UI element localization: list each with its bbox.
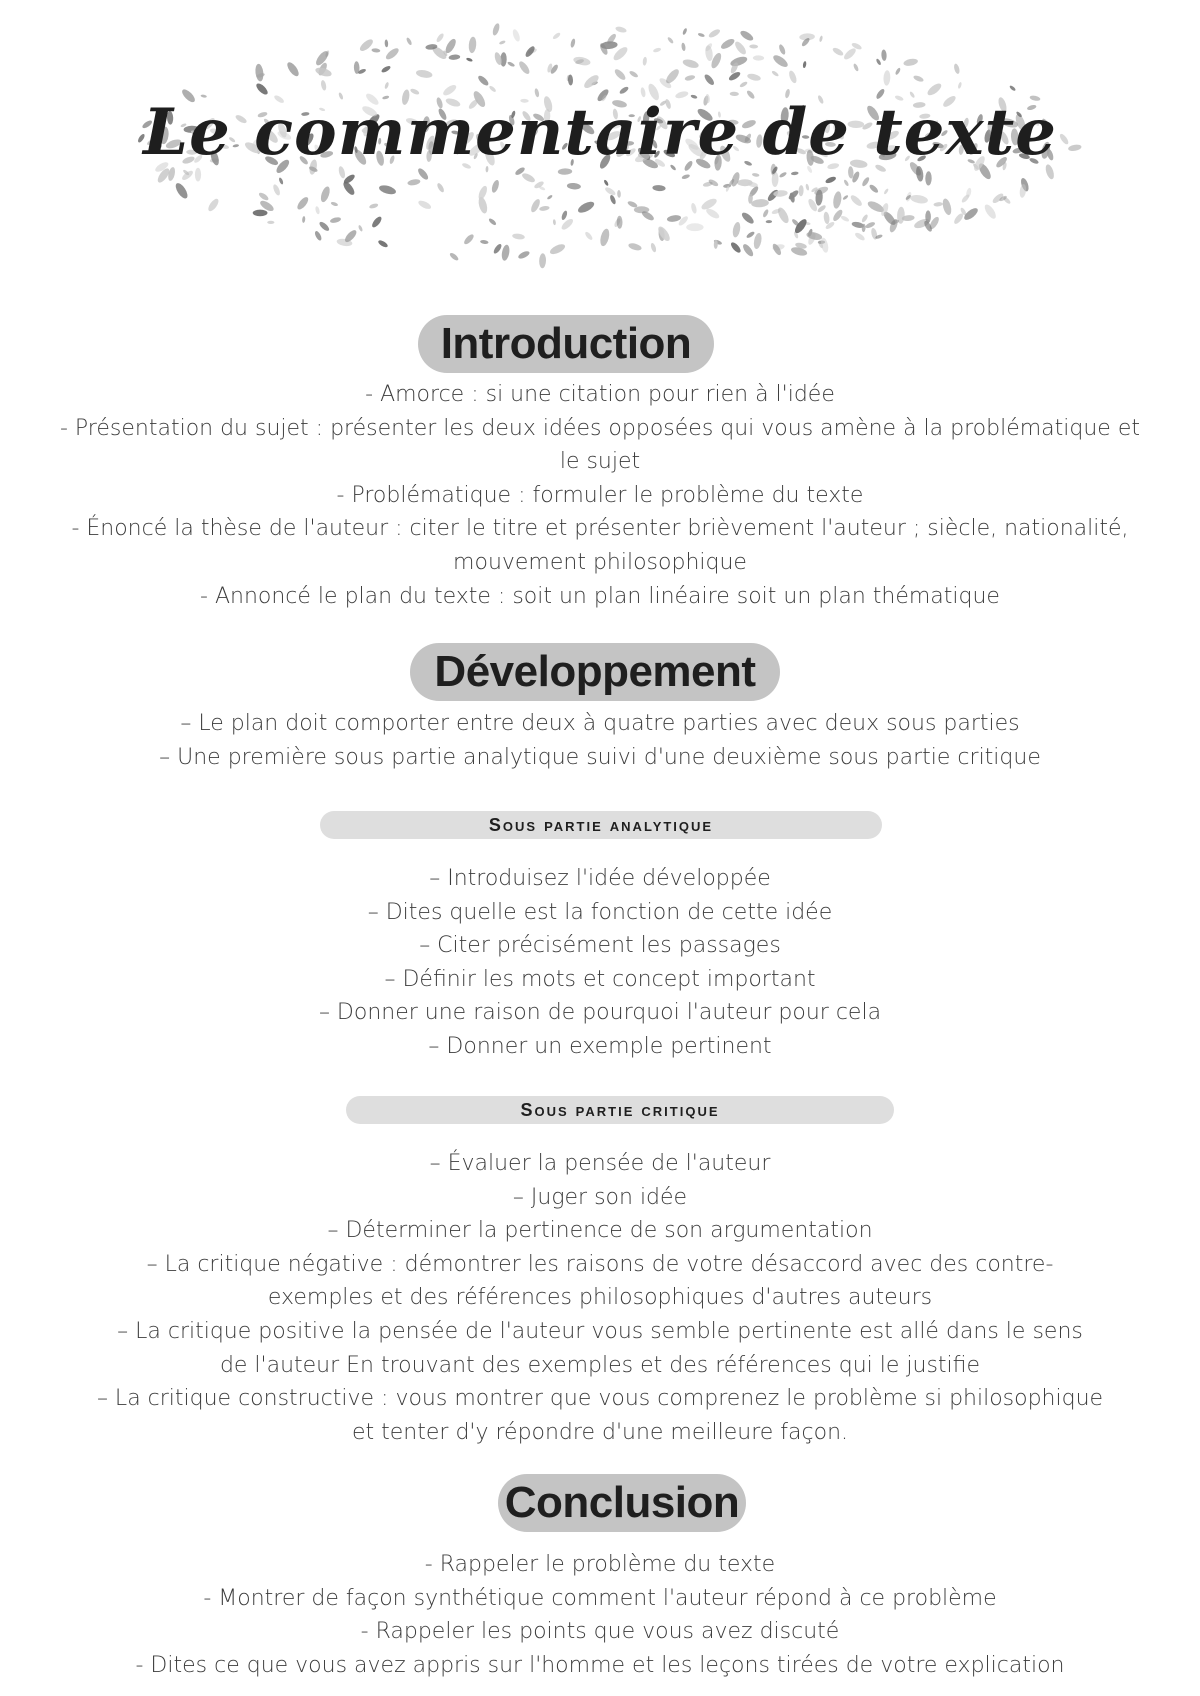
leaf-shape	[415, 69, 433, 79]
leaf-shape	[499, 40, 506, 45]
leaf-shape	[682, 28, 688, 36]
section-heading-conclusion: Conclusion	[498, 1474, 746, 1532]
leaf-shape	[729, 241, 742, 254]
leaf-shape	[615, 26, 627, 34]
leaf-shape	[762, 209, 769, 218]
list-item: – Juger son idée	[512, 1184, 688, 1210]
leaf-shape	[501, 244, 511, 261]
section-heading-developpement: Développement	[410, 643, 780, 701]
leaf-shape	[491, 23, 500, 37]
leaf-shape	[854, 231, 866, 241]
list-item: – Citer précisément les passages	[419, 933, 781, 959]
leaf-shape	[843, 179, 849, 187]
developpement-list	[40, 707, 1160, 774]
leaf-shape	[650, 242, 657, 253]
leaf-shape	[206, 197, 220, 213]
leaf-shape	[788, 70, 798, 84]
leaf-shape	[435, 32, 445, 43]
leaf-shape	[477, 196, 489, 214]
leaf-shape	[448, 54, 460, 60]
leaf-shape	[517, 60, 531, 76]
section-heading-introduction: Introduction	[418, 315, 714, 373]
leaf-shape	[771, 70, 779, 77]
leaf-shape	[604, 186, 617, 197]
leaf-shape	[384, 82, 389, 90]
leaf-shape	[820, 237, 830, 253]
leaf-shape	[798, 185, 803, 196]
list-item: le sujet	[559, 449, 641, 475]
leaf-shape	[407, 178, 421, 186]
leaf-shape	[613, 68, 627, 82]
leaf-shape	[181, 169, 195, 182]
leaf-shape	[802, 61, 806, 68]
leaf-shape	[842, 47, 857, 62]
leaf-shape	[652, 185, 666, 192]
leaf-shape	[791, 171, 799, 175]
leaf-shape	[957, 82, 962, 89]
leaf-shape	[378, 184, 397, 196]
leaf-shape	[653, 47, 662, 53]
leaf-shape	[278, 177, 284, 185]
list-item: – Donner un exemple pertinent	[428, 1033, 772, 1059]
leaf-shape	[318, 220, 331, 232]
leaf-shape	[466, 57, 473, 62]
subsection-heading-critique: Sous partie critique	[346, 1096, 894, 1124]
leaf-shape	[511, 28, 521, 42]
leaf-shape	[778, 44, 787, 56]
leaf-shape	[599, 228, 611, 247]
leaf-shape	[417, 199, 432, 211]
leaf-shape	[570, 38, 576, 48]
list-item: mouvement philosophique	[453, 549, 747, 575]
critique-list	[40, 1147, 1160, 1449]
leaf-shape	[529, 198, 541, 214]
leaf-shape	[517, 250, 530, 260]
leaf-shape	[823, 211, 830, 224]
leaf-shape	[739, 29, 755, 42]
leaf-shape	[302, 216, 306, 223]
leaf-shape	[253, 210, 268, 217]
leaf-shape	[941, 198, 953, 216]
leaf-shape	[173, 181, 189, 200]
leaf-shape	[832, 191, 842, 209]
leaf-shape	[776, 206, 791, 225]
leaf-shape	[561, 210, 569, 221]
leaf-shape	[272, 183, 281, 196]
leaf-shape	[684, 74, 695, 81]
leaf-shape	[449, 252, 460, 262]
leaf-shape	[875, 58, 881, 66]
leaf-shape	[703, 73, 716, 87]
leaf-shape	[719, 37, 735, 51]
list-item: - Amorce : si une citation pour rien à l'idée	[365, 382, 835, 407]
leaf-shape	[477, 74, 490, 87]
leaf-shape	[853, 63, 860, 72]
leaf-shape	[913, 74, 925, 82]
leaf-shape	[656, 225, 672, 243]
leaf-shape	[584, 231, 594, 241]
leaf-shape	[406, 37, 413, 46]
leaf-shape	[491, 179, 501, 193]
leaf-shape	[642, 57, 647, 66]
leaf-shape	[732, 221, 742, 238]
leaf-shape	[436, 182, 445, 193]
list-item: – La critique constructive : vous montrer que vous comprenez le problème si philosophique	[96, 1386, 1104, 1412]
list-item: exemples et des références philosophiques d'autres auteurs	[267, 1285, 933, 1311]
leaf-shape	[1009, 85, 1016, 92]
leaf-shape	[582, 73, 601, 90]
leaf-shape	[628, 242, 643, 252]
leaf-shape	[681, 174, 690, 180]
leaf-shape	[861, 214, 869, 224]
leaf-shape	[752, 173, 760, 178]
list-item: - Dites ce que vous avez appris sur l'homme et les leçons tirées de votre explication	[135, 1652, 1065, 1678]
list-item: – Une première sous partie analytique suivi d'une deuxième sous partie critique	[159, 744, 1041, 770]
leaf-shape	[329, 216, 341, 224]
leaf-shape	[295, 195, 310, 211]
leaf-shape	[741, 243, 755, 258]
leaf-shape	[468, 36, 477, 53]
leaf-shape	[779, 171, 788, 178]
leaf-shape	[667, 214, 682, 222]
leaf-shape	[832, 46, 845, 57]
leaf-shape	[618, 86, 629, 96]
leaf-shape	[512, 233, 525, 240]
leaf-shape	[771, 53, 789, 69]
leaf-shape	[925, 210, 931, 223]
leaf-shape	[539, 253, 546, 268]
list-item: – La critique négative : démontrer les raisons de votre désaccord avec des contre-	[146, 1251, 1054, 1277]
leaf-shape	[746, 231, 756, 239]
leaf-shape	[384, 46, 400, 61]
list-item: de l'auteur En trouvant des exemples et des références qui le justifie	[219, 1352, 981, 1378]
leaf-shape	[682, 58, 700, 70]
leaf-shape	[609, 194, 617, 205]
leaf-shape	[831, 208, 844, 222]
leaf-shape	[552, 32, 561, 41]
leaf-shape	[488, 85, 496, 93]
leaf-shape	[868, 183, 879, 194]
leaf-shape	[690, 202, 697, 214]
list-item: - Annoncé le plan du texte : soit un plan linéaire soit un plan thématique	[200, 583, 1000, 609]
leaf-shape	[617, 190, 621, 198]
leaf-shape	[747, 73, 762, 82]
list-item: - Présentation du sujet : présenter les deux idées opposées qui vous amène à la problématique et	[60, 415, 1140, 441]
leaf-shape	[704, 45, 713, 62]
leaf-shape	[865, 221, 876, 229]
list-item: - Problématique : formuler le problème du texte	[336, 482, 864, 508]
leaf-shape	[567, 182, 582, 190]
leaf-shape	[549, 242, 567, 256]
leaf-shape	[629, 70, 639, 79]
leaf-shape	[805, 184, 810, 191]
leaf-shape	[314, 230, 323, 241]
leaf-shape	[488, 217, 497, 226]
leaf-shape	[766, 220, 773, 223]
page-title: Le commentaire de texte	[143, 95, 1057, 170]
leaf-shape	[753, 232, 763, 249]
list-item: - Énoncé la thèse de l'auteur : citer le titre et présenter brièvement l'auteur ; siècle, nationalité,	[71, 516, 1129, 542]
leaf-shape	[681, 42, 686, 51]
leaf-shape	[384, 39, 388, 47]
leaf-shape	[883, 188, 889, 195]
leaf-shape	[933, 202, 943, 207]
leaf-shape	[825, 175, 837, 184]
leaf-shape	[381, 65, 392, 74]
leaf-shape	[840, 215, 850, 223]
leaf-shape	[953, 63, 961, 75]
list-item: – Dites quelle est la fonction de cette idée	[367, 899, 833, 925]
leaf-shape	[267, 221, 274, 224]
leaf-shape	[708, 28, 722, 39]
list-item: – Donner une raison de pourquoi l'auteur pour cela	[318, 1000, 882, 1026]
leaf-shape	[330, 201, 338, 207]
leaf-shape	[358, 225, 364, 232]
leaf-shape	[739, 81, 748, 89]
leaf-shape	[849, 194, 863, 208]
list-item: – Évaluer la pensée de l'auteur	[429, 1151, 771, 1176]
leaf-shape	[881, 49, 887, 61]
leaf-shape	[883, 70, 891, 86]
leaf-shape	[319, 185, 331, 203]
leaf-shape	[521, 172, 537, 184]
analytique-list	[40, 862, 1160, 1064]
leaf-shape	[925, 171, 932, 185]
leaf-shape	[603, 179, 609, 186]
leaf-shape	[285, 60, 301, 78]
leaf-shape	[751, 199, 769, 208]
list-item: et tenter d'y répondre d'une meilleure façon.	[351, 1419, 849, 1445]
leaf-shape	[553, 219, 557, 225]
leaf-shape	[686, 223, 703, 231]
leaf-shape	[740, 211, 755, 226]
list-item: - Montrer de façon synthétique comment l'auteur répond à ce problème	[203, 1585, 997, 1611]
list-item: – La critique positive la pensée de l'auteur vous semble pertinente est allé dans le sens	[117, 1318, 1083, 1344]
leaf-shape	[729, 55, 748, 68]
list-item: – Introduisez l'idée développée	[429, 866, 771, 891]
leaf-shape	[492, 243, 503, 255]
leaf-shape	[903, 58, 919, 67]
leaf-shape	[258, 191, 270, 201]
leaf-shape	[749, 44, 758, 48]
leaf-shape	[547, 194, 553, 200]
leaf-shape	[315, 206, 321, 215]
list-item: – Définir les mots et concept important	[384, 966, 816, 992]
leaf-shape	[369, 203, 379, 210]
leaf-shape	[371, 48, 380, 53]
leaf-shape	[377, 239, 389, 249]
list-item: - Rappeler les points que vous avez discuté	[360, 1619, 840, 1645]
leaf-shape	[819, 35, 823, 42]
leaf-shape	[370, 215, 383, 229]
list-item: - Rappeler le problème du texte	[424, 1552, 776, 1577]
leaf-shape	[861, 176, 871, 187]
leaf-shape	[895, 67, 902, 75]
conclusion-list	[40, 1548, 1160, 1682]
leaf-shape	[320, 80, 327, 91]
leaf-shape	[753, 55, 764, 60]
list-item: – Le plan doit comporter entre deux à quatre parties avec deux sous parties	[180, 711, 1020, 736]
leaf-shape	[539, 205, 550, 211]
leaf-shape	[617, 216, 623, 229]
list-item: – Déterminer la pertinence de son argumentation	[327, 1218, 873, 1244]
leaf-shape	[480, 240, 489, 245]
leaf-shape	[254, 63, 264, 81]
leaf-shape	[733, 40, 748, 56]
subsection-heading-analytique: Sous partie analytique	[320, 811, 882, 839]
leaf-shape	[983, 203, 998, 221]
leaf-shape	[697, 32, 705, 37]
introduction-list	[40, 378, 1160, 613]
leaf-shape	[842, 194, 849, 200]
leaf-shape	[507, 61, 515, 68]
leaf-shape	[576, 199, 595, 214]
leaf-shape	[910, 194, 929, 205]
leaf-shape	[667, 36, 675, 44]
leaf-shape	[463, 233, 476, 246]
